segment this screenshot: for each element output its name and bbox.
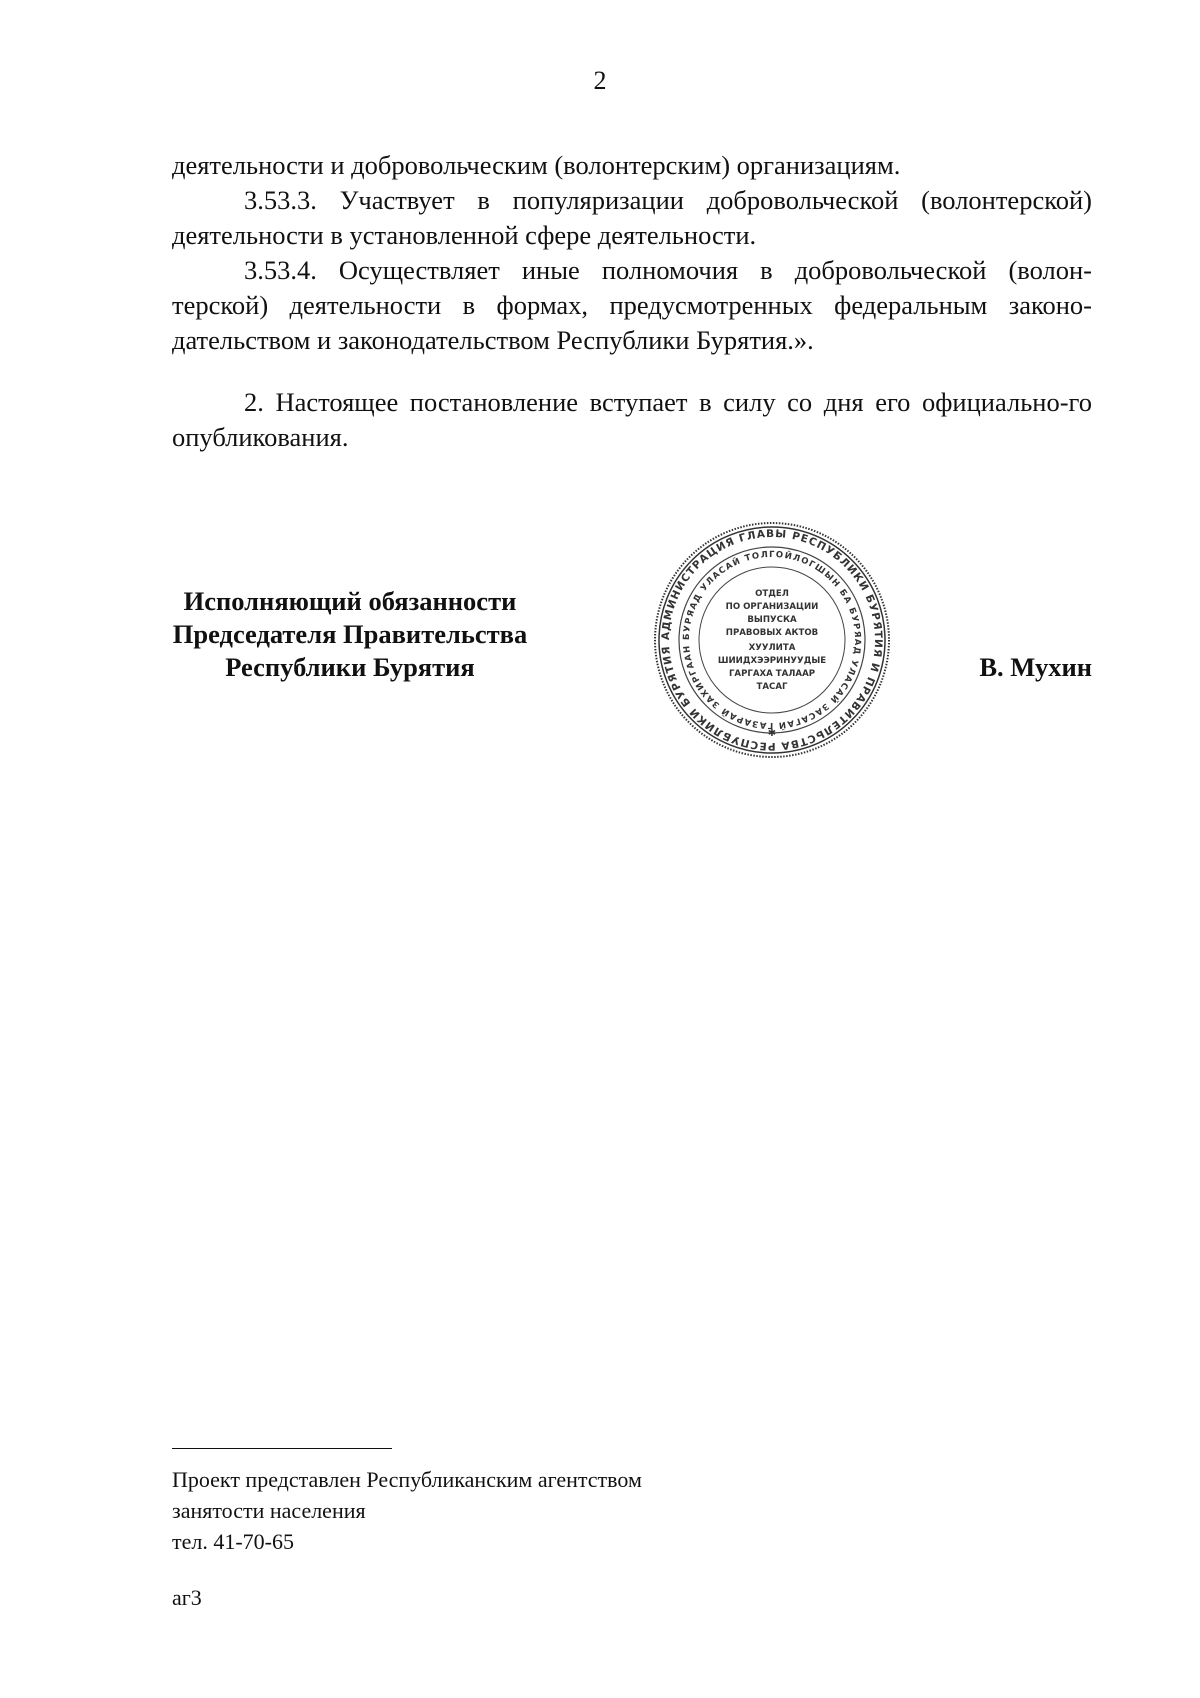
signatory-name: В. Мухин [979, 652, 1092, 682]
footnote [172, 1464, 642, 1557]
paragraph-item-2: 2. Настоящее постановление вступает в силу со дня его официально-го опубликования. [172, 387, 1092, 452]
stamp-inner-ring-text: БУРЯАД УЛАСАЙ ТОЛГОЙЛОГШЫН БА БУРЯАД УЛАСАЙ ЗАСАГАЙ ГАЗАРАЙ ЗАХИРГААН [681, 549, 863, 731]
document-body [172, 148, 1092, 455]
stamp-outer-text: АДМИНИСТРАЦИЯ ГЛАВЫ РЕСПУБЛИКИ БУРЯТИЯ И ПРАВИТЕЛЬСТВА РЕСПУБЛИКИ БУРЯТИЯ [659, 527, 885, 753]
footnote-line: тел. 41-70-65 [172, 1529, 295, 1554]
stamp-center-line: ПРАВОВЫХ АКТОВ [725, 628, 819, 638]
footnote-divider [172, 1448, 392, 1449]
paragraph-3-53-3: 3.53.3. Участвует в популяризации добровольческой (волонтерской) деятельности в установленной сфере деятельности. [172, 185, 1092, 250]
footnote-line: Проект представлен Республиканским агентством [172, 1467, 642, 1492]
stamp-center-line: ШИИДХЭЭРИНУУДЫЕ [717, 656, 827, 666]
footnote-line: занятости населения [172, 1498, 366, 1523]
paragraph-3-53-4: 3.53.4. Осуществляет иные полномочия в добровольческой (волон-терской) деятельности в формах, предусмотренных федеральным законо-дательством и законодательством Республики Бурятия.». [172, 255, 1092, 355]
paragraph-continuation: деятельности и добровольческим (волонтерским) организациям. [172, 150, 901, 180]
stamp-center-line: ГАРГАХА ТАЛААР [728, 669, 816, 679]
stamp-star-icon: ✱ [767, 728, 777, 739]
signatory-title [150, 585, 550, 684]
stamp-center-line: ПО ОРГАНИЗАЦИИ [725, 602, 819, 612]
stamp-center-line: ТАСАГ [756, 682, 788, 692]
signatory-title-line: Председателя Правительства [172, 619, 528, 649]
signatory-title-line: Исполняющий обязанности [183, 586, 517, 616]
stamp-center-line: ОТДЕЛ [755, 589, 789, 599]
signatory-title-line: Республики Бурятия [225, 652, 475, 682]
document-code: аг3 [172, 1585, 202, 1610]
official-stamp [652, 520, 892, 760]
stamp-center-line: ВЫПУСКА [747, 615, 797, 625]
stamp-center-line: ХУУЛИТА [748, 643, 796, 653]
page-number: 2 [593, 66, 607, 95]
